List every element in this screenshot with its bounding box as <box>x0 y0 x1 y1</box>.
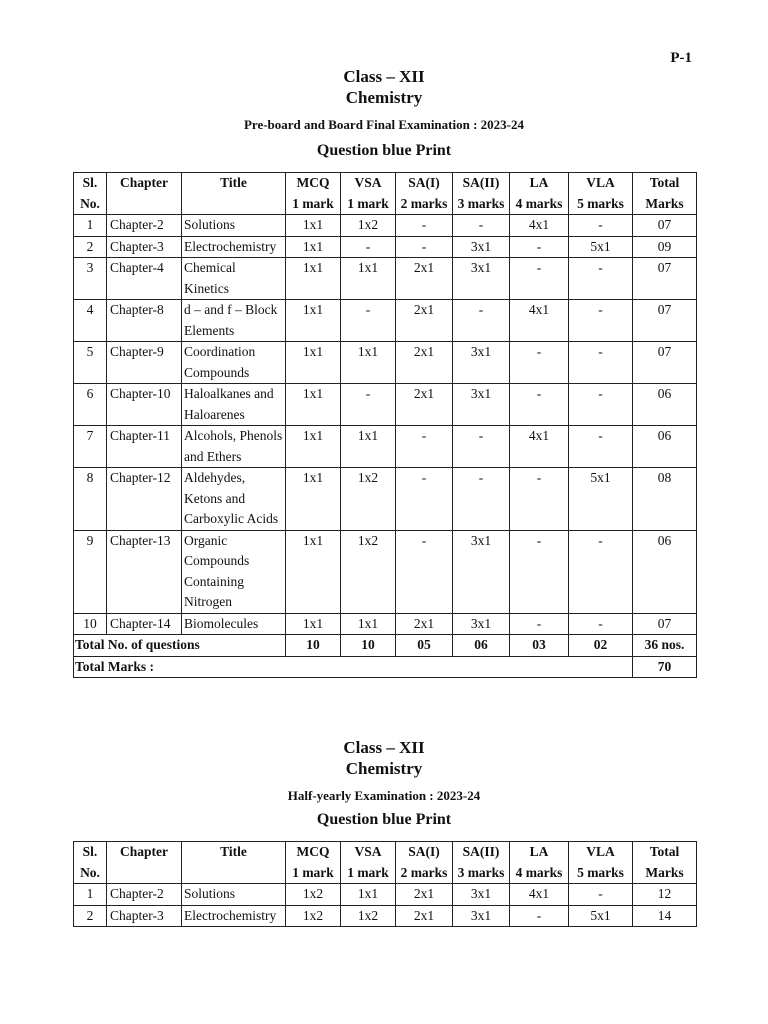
cell-sl-no: 2 <box>74 905 107 927</box>
cell-chapter: Chapter-10 <box>107 384 182 426</box>
blueprint-table-2 <box>73 841 697 927</box>
cell-vsa: 1x2 <box>341 530 396 613</box>
cell-chapter: Chapter-8 <box>107 300 182 342</box>
total-vla: 02 <box>569 635 633 657</box>
col-header-mcq: MCQ 1 mark <box>286 173 341 215</box>
table-row <box>74 530 697 613</box>
cell-vla: - <box>569 426 633 468</box>
cell-vsa: - <box>341 384 396 426</box>
cell-vsa: 1x1 <box>341 613 396 635</box>
cell-sa2: 3x1 <box>453 258 510 300</box>
total-questions-row <box>74 635 697 657</box>
cell-total: 07 <box>633 342 697 384</box>
cell-sa1: 2x1 <box>396 905 453 927</box>
cell-chapter: Chapter-3 <box>107 236 182 258</box>
table-row <box>74 468 697 531</box>
cell-mcq: 1x1 <box>286 342 341 384</box>
cell-title <box>182 258 286 300</box>
cell-sa1: 2x1 <box>396 258 453 300</box>
cell-sl-no: 1 <box>74 884 107 906</box>
cell-mcq: 1x1 <box>286 613 341 635</box>
cell-la: - <box>510 258 569 300</box>
cell-sa1: 2x1 <box>396 384 453 426</box>
col-header-vla: VLA 5 marks <box>569 173 633 215</box>
cell-vla: 5x1 <box>569 236 633 258</box>
cell-sa2: - <box>453 300 510 342</box>
exam-heading-1: Pre-board and Board Final Examination : 2023-24 <box>243 117 524 132</box>
title-line: Carboxylic Acids <box>184 511 279 526</box>
cell-vsa: 1x2 <box>341 905 396 927</box>
cell-mcq: 1x1 <box>286 468 341 531</box>
cell-sa2: 3x1 <box>453 384 510 426</box>
cell-sl-no: 10 <box>74 613 107 635</box>
total-count: 36 nos. <box>633 635 697 657</box>
total-vsa: 10 <box>341 635 396 657</box>
col-header-sa2: SA(II) 3 marks <box>453 842 510 884</box>
page-number: P-1 <box>670 50 692 66</box>
table-row <box>74 215 697 237</box>
col-header-title: Title <box>182 842 286 884</box>
title-line: Alcohols, Phenols <box>184 428 283 443</box>
cell-vsa: 1x1 <box>341 258 396 300</box>
cell-sl-no: 6 <box>74 384 107 426</box>
cell-vla: - <box>569 342 633 384</box>
title-line: Kinetics <box>184 280 229 296</box>
cell-mcq: 1x1 <box>286 258 341 300</box>
cell-vla: - <box>569 258 633 300</box>
cell-total: 14 <box>633 905 697 927</box>
col-header-la: LA 4 marks <box>510 173 569 215</box>
title-line: Containing <box>184 573 244 589</box>
cell-la: - <box>510 530 569 613</box>
cell-chapter: Chapter-3 <box>107 905 182 927</box>
cell-sl-no: 9 <box>74 530 107 613</box>
col-header-title: Title <box>182 173 286 215</box>
cell-total: 09 <box>633 236 697 258</box>
title-line: Electrochemistry <box>184 907 277 923</box>
cell-la: - <box>510 468 569 531</box>
subject-heading-2: Chemistry <box>345 759 423 778</box>
table-row <box>74 884 697 906</box>
cell-title <box>182 384 286 426</box>
title-line: Solutions <box>184 217 236 232</box>
cell-mcq: 1x1 <box>286 300 341 342</box>
exam-heading-2: Half-yearly Examination : 2023-24 <box>287 788 481 803</box>
cell-mcq: 1x2 <box>286 884 341 906</box>
cell-sa2: 3x1 <box>453 236 510 258</box>
cell-total: 07 <box>633 258 697 300</box>
cell-la: 4x1 <box>510 215 569 237</box>
table-row <box>74 905 697 927</box>
cell-sl-no: 3 <box>74 258 107 300</box>
cell-la: - <box>510 613 569 635</box>
col-header-vsa: VSA 1 mark <box>341 842 396 884</box>
table-row <box>74 300 697 342</box>
cell-sa1: - <box>396 426 453 468</box>
col-header-mcq: MCQ 1 mark <box>286 842 341 884</box>
cell-vla: - <box>569 530 633 613</box>
col-header-sa2: SA(II) 3 marks <box>453 173 510 215</box>
cell-vsa: 1x2 <box>341 468 396 531</box>
cell-total: 06 <box>633 530 697 613</box>
cell-sa1: 2x1 <box>396 613 453 635</box>
cell-mcq: 1x1 <box>286 236 341 258</box>
cell-vla: 5x1 <box>569 468 633 531</box>
cell-vla: - <box>569 884 633 906</box>
total-questions-label: Total No. of questions <box>74 635 286 657</box>
cell-sa2: 3x1 <box>453 530 510 613</box>
cell-sa1: - <box>396 468 453 531</box>
cell-vla: - <box>569 384 633 426</box>
title-line: Coordination <box>184 344 256 359</box>
cell-vla: - <box>569 300 633 342</box>
cell-mcq: 1x1 <box>286 426 341 468</box>
col-header-total: Total Marks <box>633 173 697 215</box>
title-line: Solutions <box>184 886 236 901</box>
cell-chapter: Chapter-9 <box>107 342 182 384</box>
table-header-row <box>74 173 697 215</box>
cell-total: 06 <box>633 384 697 426</box>
cell-sl-no: 8 <box>74 468 107 531</box>
cell-title <box>182 530 286 613</box>
cell-mcq: 1x2 <box>286 905 341 927</box>
col-header-sl: Sl. No. <box>74 173 107 215</box>
title-line: d – and f – Block <box>184 302 278 317</box>
total-sa2: 06 <box>453 635 510 657</box>
cell-total: 07 <box>633 215 697 237</box>
title-line: Elements <box>184 322 235 338</box>
cell-total: 08 <box>633 468 697 531</box>
cell-sa1: 2x1 <box>396 342 453 384</box>
cell-total: 06 <box>633 426 697 468</box>
cell-sl-no: 2 <box>74 236 107 258</box>
cell-chapter: Chapter-2 <box>107 215 182 237</box>
cell-total: 07 <box>633 300 697 342</box>
title-line: Compounds <box>184 364 250 380</box>
cell-la: - <box>510 384 569 426</box>
cell-la: 4x1 <box>510 426 569 468</box>
cell-la: 4x1 <box>510 884 569 906</box>
cell-vsa: 1x1 <box>341 342 396 384</box>
title-line: Electrochemistry <box>184 238 277 254</box>
cell-sl-no: 7 <box>74 426 107 468</box>
cell-sa2: 3x1 <box>453 342 510 384</box>
total-marks-label: Total Marks : <box>74 656 633 678</box>
cell-chapter: Chapter-14 <box>107 613 182 635</box>
cell-sa2: - <box>453 426 510 468</box>
cell-la: - <box>510 236 569 258</box>
blueprint-table-1 <box>73 172 697 678</box>
cell-title <box>182 300 286 342</box>
cell-sl-no: 5 <box>74 342 107 384</box>
title-line: Aldehydes, <box>184 470 246 485</box>
cell-chapter: Chapter-12 <box>107 468 182 531</box>
class-heading-2: Class – XII <box>343 738 425 757</box>
col-header-la: LA 4 marks <box>510 842 569 884</box>
cell-sa2: - <box>453 215 510 237</box>
total-sa1: 05 <box>396 635 453 657</box>
total-marks-row <box>74 656 697 678</box>
cell-chapter: Chapter-4 <box>107 258 182 300</box>
cell-vsa: - <box>341 236 396 258</box>
table-row <box>74 426 697 468</box>
col-header-chapter: Chapter <box>107 173 182 215</box>
col-header-sa1: SA(I) 2 marks <box>396 173 453 215</box>
cell-vsa: 1x2 <box>341 215 396 237</box>
table-header-row <box>74 842 697 884</box>
cell-sl-no: 1 <box>74 215 107 237</box>
total-mcq: 10 <box>286 635 341 657</box>
cell-title <box>182 468 286 531</box>
cell-chapter: Chapter-2 <box>107 884 182 906</box>
col-header-chapter: Chapter <box>107 842 182 884</box>
table-row <box>74 613 697 635</box>
cell-vla: - <box>569 215 633 237</box>
cell-sa2: 3x1 <box>453 613 510 635</box>
cell-sl-no: 4 <box>74 300 107 342</box>
cell-title <box>182 884 286 906</box>
title-line: Biomolecules <box>184 615 259 631</box>
cell-vla: - <box>569 613 633 635</box>
title-line: Organic <box>184 532 228 548</box>
table-row <box>74 384 697 426</box>
title-line: Haloarenes <box>184 406 245 422</box>
cell-vsa: - <box>341 300 396 342</box>
cell-vsa: 1x1 <box>341 426 396 468</box>
table-row <box>74 342 697 384</box>
cell-chapter: Chapter-13 <box>107 530 182 613</box>
cell-chapter: Chapter-11 <box>107 426 182 468</box>
subject-heading-1: Chemistry <box>345 88 423 107</box>
cell-sa2: - <box>453 468 510 531</box>
cell-sa1: - <box>396 236 453 258</box>
cell-title <box>182 342 286 384</box>
cell-sa1: 2x1 <box>396 884 453 906</box>
cell-title <box>182 426 286 468</box>
col-header-vla: VLA 5 marks <box>569 842 633 884</box>
blueprint-heading-1: Question blue Print <box>316 142 452 159</box>
cell-total: 12 <box>633 884 697 906</box>
cell-title <box>182 215 286 237</box>
cell-mcq: 1x1 <box>286 215 341 237</box>
class-heading-1: Class – XII <box>343 67 425 86</box>
table-row <box>74 258 697 300</box>
col-header-sl: Sl. No. <box>74 842 107 884</box>
title-line: Haloalkanes and <box>184 386 274 401</box>
col-header-sa1: SA(I) 2 marks <box>396 842 453 884</box>
title-line: Compounds <box>184 553 250 568</box>
col-header-vsa: VSA 1 mark <box>341 173 396 215</box>
cell-total: 07 <box>633 613 697 635</box>
total-la: 03 <box>510 635 569 657</box>
cell-title <box>182 905 286 927</box>
total-marks-value: 70 <box>633 656 697 678</box>
col-header-total: Total Marks <box>633 842 697 884</box>
cell-mcq: 1x1 <box>286 530 341 613</box>
cell-mcq: 1x1 <box>286 384 341 426</box>
cell-title <box>182 236 286 258</box>
cell-sa2: 3x1 <box>453 905 510 927</box>
cell-title <box>182 613 286 635</box>
title-line: Nitrogen <box>184 594 232 609</box>
cell-vla: 5x1 <box>569 905 633 927</box>
title-line: Chemical <box>184 260 236 275</box>
cell-sa1: - <box>396 215 453 237</box>
table-row <box>74 236 697 258</box>
cell-la: 4x1 <box>510 300 569 342</box>
cell-sa1: 2x1 <box>396 300 453 342</box>
title-line: Ketons and <box>184 490 246 506</box>
cell-la: - <box>510 342 569 384</box>
blueprint-heading-2: Question blue Print <box>316 811 452 828</box>
cell-vsa: 1x1 <box>341 884 396 906</box>
cell-sa1: - <box>396 530 453 613</box>
cell-sa2: 3x1 <box>453 884 510 906</box>
title-line: and Ethers <box>184 448 242 464</box>
cell-la: - <box>510 905 569 927</box>
